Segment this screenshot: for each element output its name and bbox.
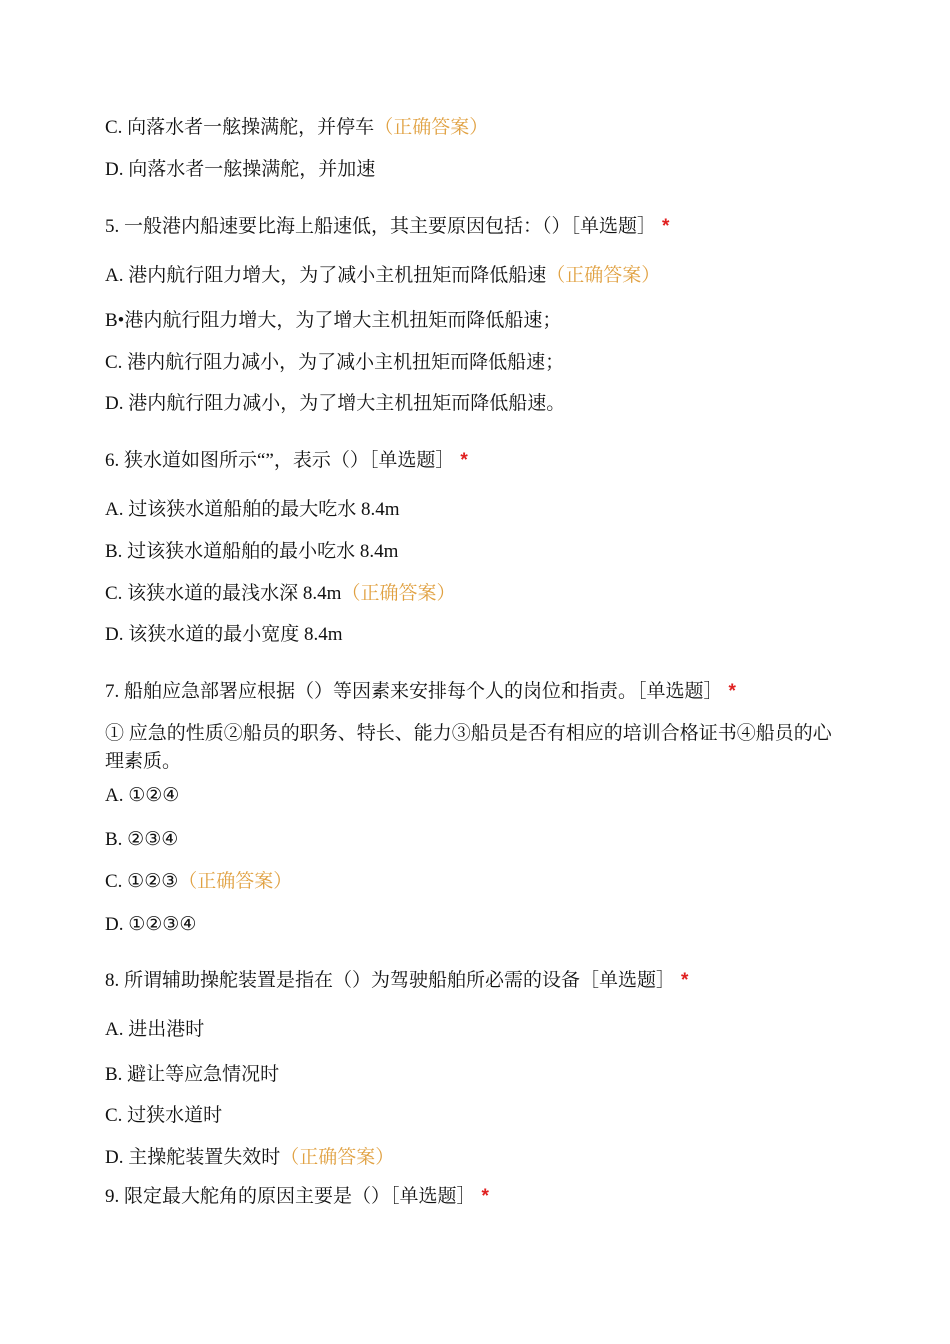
- option-text: D. 向落水者一舷操满舵，并加速: [105, 159, 376, 180]
- q8-option-b: [105, 1061, 279, 1089]
- q5-option-a: [105, 262, 660, 290]
- option-text: B•港内航行阻力增大，为了增大主机扭矩而降低船速；: [105, 310, 562, 331]
- q7-option-a: [105, 782, 179, 810]
- required-mark: *: [662, 216, 670, 237]
- required-mark: *: [460, 450, 468, 471]
- option-text: A. 过该狭水道船舶的最大吃水 8.4m: [105, 499, 400, 520]
- correct-answer-tag: （正确答案）: [178, 871, 293, 892]
- option-text: B. 过该狭水道船舶的最小吃水 8.4m: [105, 541, 399, 562]
- q8-option-a: [105, 1016, 204, 1044]
- required-mark: *: [481, 1186, 489, 1207]
- q7-option-c: [105, 868, 292, 896]
- question-text: 5. 一般港内船速要比海上船速低，其主要原因包括：（）［单选题］: [105, 216, 657, 237]
- q5-option-c: [105, 349, 564, 377]
- q6-option-c: [105, 580, 455, 608]
- option-text: C. 该狭水道的最浅水深 8.4m: [105, 583, 342, 604]
- option-text: D. ①②③④: [105, 914, 197, 935]
- required-mark: *: [681, 970, 689, 991]
- q4-option-d: [105, 156, 375, 184]
- question-text: 8. 所谓辅助操舵装置是指在（）为驾驶船舶所必需的设备［单选题］: [105, 970, 676, 991]
- option-text: C. 过狭水道时: [105, 1105, 223, 1126]
- q9-question: [105, 1183, 489, 1211]
- option-text: B. ②③④: [105, 829, 179, 850]
- question-text: 6. 狭水道如图所示“”，表示（）［单选题］: [105, 450, 455, 471]
- q7-question: [105, 678, 736, 706]
- correct-answer-tag: （正确答案）: [341, 583, 456, 604]
- correct-answer-tag: （正确答案）: [546, 265, 661, 286]
- correct-answer-tag: （正确答案）: [374, 117, 489, 138]
- required-mark: *: [728, 681, 736, 702]
- option-text: D. 港内航行阻力减小，为了增大主机扭矩而降低船速。: [105, 393, 566, 414]
- question-text: 9. 限定最大舵角的原因主要是（）［单选题］: [105, 1186, 476, 1207]
- correct-answer-tag: （正确答案）: [280, 1147, 395, 1168]
- q8-option-d: [105, 1144, 394, 1172]
- q7-note: ① 应急的性质②船员的职务、特长、能力③船员是否有相应的培训合格证书④船员的心理素质。: [105, 723, 832, 772]
- q5-option-d: [105, 390, 565, 418]
- q7-option-b: [105, 826, 178, 854]
- q6-question: [105, 447, 468, 475]
- q7-option-d: [105, 911, 196, 939]
- q6-option-d: [105, 621, 343, 649]
- option-text: C. ①②③: [105, 871, 179, 892]
- option-text: A. 进出港时: [105, 1019, 205, 1040]
- option-text: B. 避让等应急情况时: [105, 1064, 280, 1085]
- option-text: D. 主操舵装置失效时: [105, 1147, 281, 1168]
- option-text: C. 向落水者一舷操满舵，并停车: [105, 117, 375, 138]
- q5-question: [105, 213, 669, 241]
- option-text: C. 港内航行阻力减小，为了减小主机扭矩而降低船速；: [105, 352, 565, 373]
- q8-question: [105, 967, 688, 995]
- question-text: 7. 船舶应急部署应根据（）等因素来安排每个人的岗位和指责。［单选题］: [105, 681, 723, 702]
- option-text: A. ①②④: [105, 785, 180, 806]
- q4-option-c: [105, 114, 488, 142]
- q6-option-b: [105, 538, 398, 566]
- q6-option-a: [105, 496, 400, 524]
- q8-option-c: [105, 1102, 222, 1130]
- option-text: A. 港内航行阻力增大，为了减小主机扭矩而降低船速: [105, 265, 547, 286]
- option-text: D. 该狭水道的最小宽度 8.4m: [105, 624, 343, 645]
- q5-option-b: [105, 307, 561, 335]
